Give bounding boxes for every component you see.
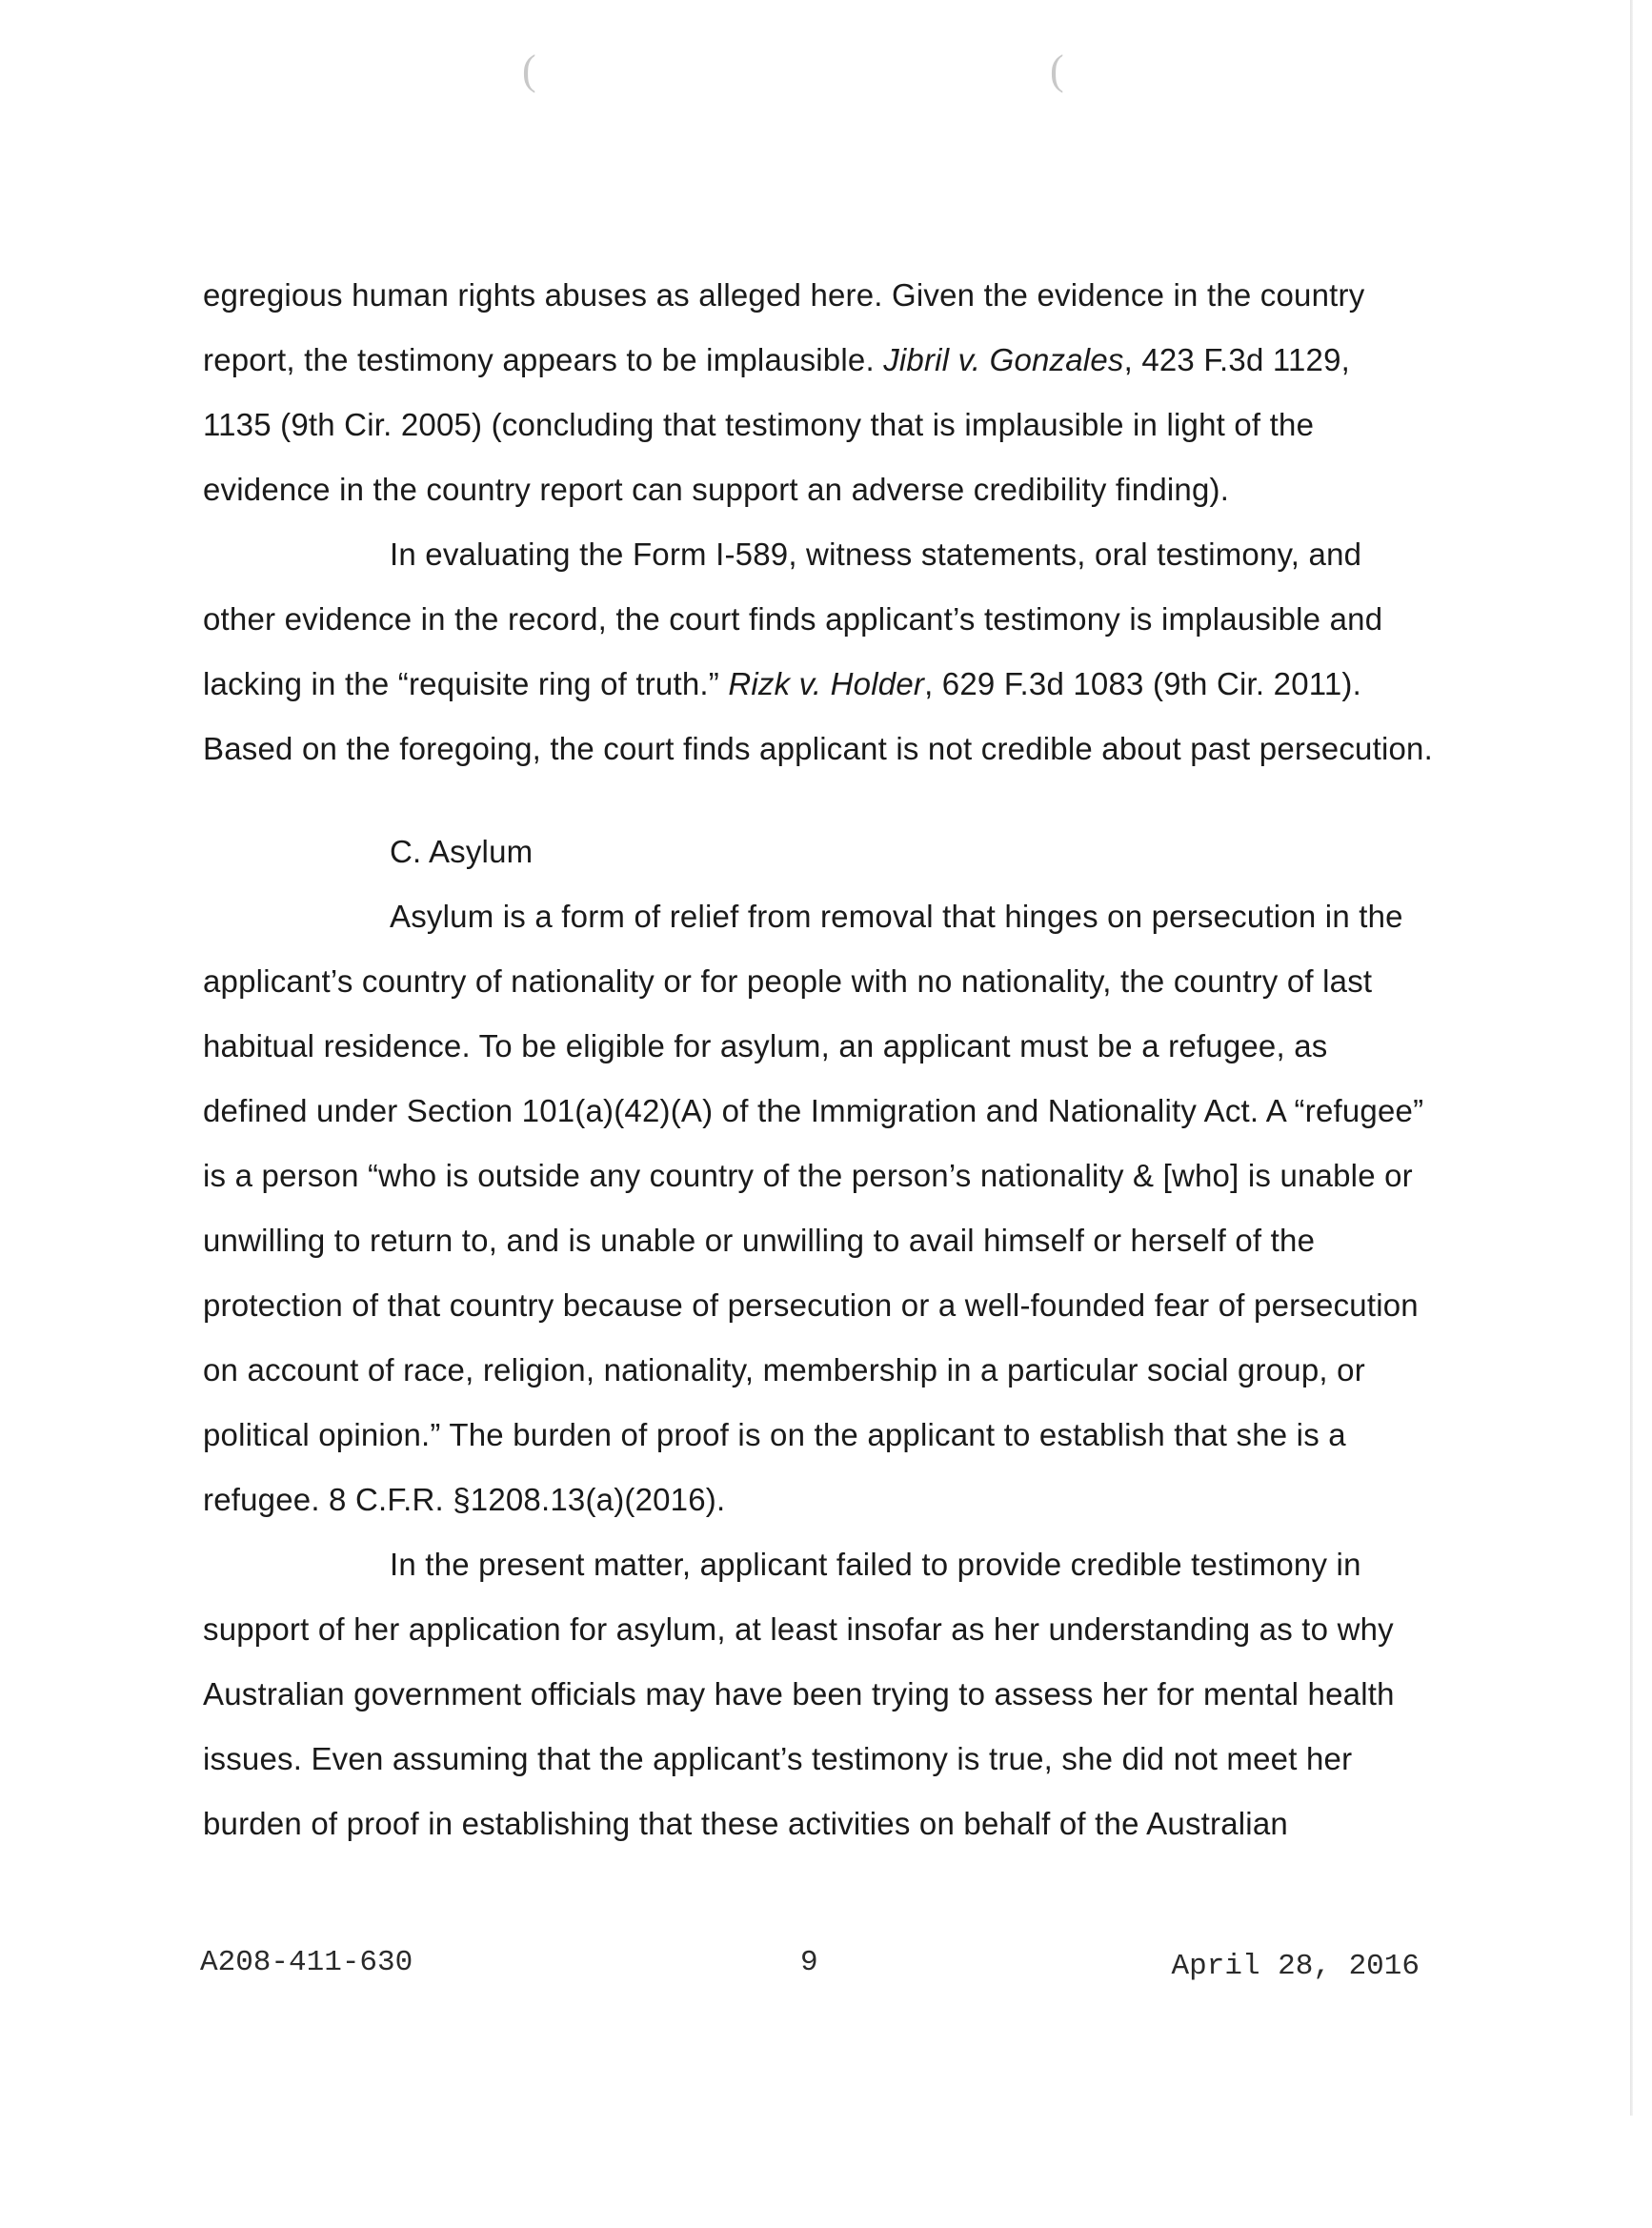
paragraph-line: applicant’s country of nationality or for people with no nationality, the country of last bbox=[203, 963, 1373, 999]
paragraph-line: burden of proof in establishing that these activities on behalf of the Australian bbox=[203, 1806, 1288, 1841]
paragraph-line: refugee. 8 C.F.R. §1208.13(a)(2016). bbox=[203, 1482, 726, 1517]
paragraph-line: on account of race, religion, nationality, membership in a particular social group, or bbox=[203, 1352, 1365, 1387]
document-date: April 28, 2016 bbox=[1171, 1950, 1420, 1983]
page-number: 9 bbox=[800, 1946, 818, 1979]
page-edge bbox=[1630, 0, 1633, 2116]
case-citation-reporter: , 423 F.3d 1129, bbox=[1123, 342, 1351, 377]
case-number: A208-411-630 bbox=[200, 1946, 413, 1979]
paragraph-line: habitual residence. To be eligible for asylum, an applicant must be a refugee, as bbox=[203, 1028, 1328, 1063]
paragraph-line: egregious human rights abuses as alleged here. Given the evidence in the country bbox=[203, 277, 1365, 313]
page-footer bbox=[200, 1946, 1420, 1988]
paragraph-line: Australian government officials may have been trying to assess her for mental health bbox=[203, 1676, 1395, 1712]
case-citation-reporter: , 629 F.3d 1083 (9th Cir. 2011). bbox=[924, 666, 1361, 701]
paragraph-4 bbox=[203, 1532, 1441, 1856]
case-citation-name: Rizk v. Holder bbox=[728, 666, 925, 701]
line-text: report, the testimony appears to be implausible. bbox=[203, 342, 884, 377]
paragraph-line: unwilling to return to, and is unable or unwilling to avail himself or herself of the bbox=[203, 1223, 1316, 1258]
paragraph-line: protection of that country because of persecution or a well-founded fear of persecution bbox=[203, 1287, 1419, 1323]
paragraph-line: Asylum is a form of relief from removal that hinges on persecution in the bbox=[390, 899, 1403, 934]
section-heading: C. Asylum bbox=[390, 834, 534, 869]
paragraph-line bbox=[203, 328, 1441, 393]
paragraph-line: evidence in the country report can support an adverse credibility finding). bbox=[203, 472, 1230, 507]
paragraph-line bbox=[203, 652, 1441, 717]
paragraph-line: defined under Section 101(a)(42)(A) of the Immigration and Nationality Act. A “refugee” bbox=[203, 1093, 1424, 1128]
paragraph-line: support of her application for asylum, at least insofar as her understanding as to why bbox=[203, 1611, 1394, 1647]
paragraph-line: 1135 (9th Cir. 2005) (concluding that testimony that is implausible in light of the bbox=[203, 407, 1315, 442]
scan-mark-right: ( bbox=[1050, 47, 1064, 93]
paragraph-2 bbox=[203, 522, 1441, 781]
paragraph-line: political opinion.” The burden of proof is on the applicant to establish that she is a bbox=[203, 1417, 1346, 1452]
paragraph-line: In evaluating the Form I-589, witness statements, oral testimony, and bbox=[390, 537, 1362, 572]
paragraph-line: Based on the foregoing, the court finds applicant is not credible about past persecution. bbox=[203, 731, 1433, 766]
case-citation-name: Jibril v. Gonzales bbox=[883, 342, 1124, 377]
paragraph-3 bbox=[203, 884, 1441, 1532]
scan-mark-left: ( bbox=[522, 47, 536, 93]
paragraph-line: issues. Even assuming that the applicant’s testimony is true, she did not meet her bbox=[203, 1741, 1353, 1776]
paragraph-line: In the present matter, applicant failed to provide credible testimony in bbox=[390, 1547, 1361, 1582]
line-text: lacking in the “requisite ring of truth.” bbox=[203, 666, 729, 701]
paragraph-line: is a person “who is outside any country of the person’s nationality & [who] is unable or bbox=[203, 1158, 1413, 1193]
paragraph-1 bbox=[203, 263, 1441, 522]
document-body bbox=[203, 263, 1441, 1856]
paragraph-line: other evidence in the record, the court finds applicant’s testimony is implausible and bbox=[203, 601, 1383, 637]
